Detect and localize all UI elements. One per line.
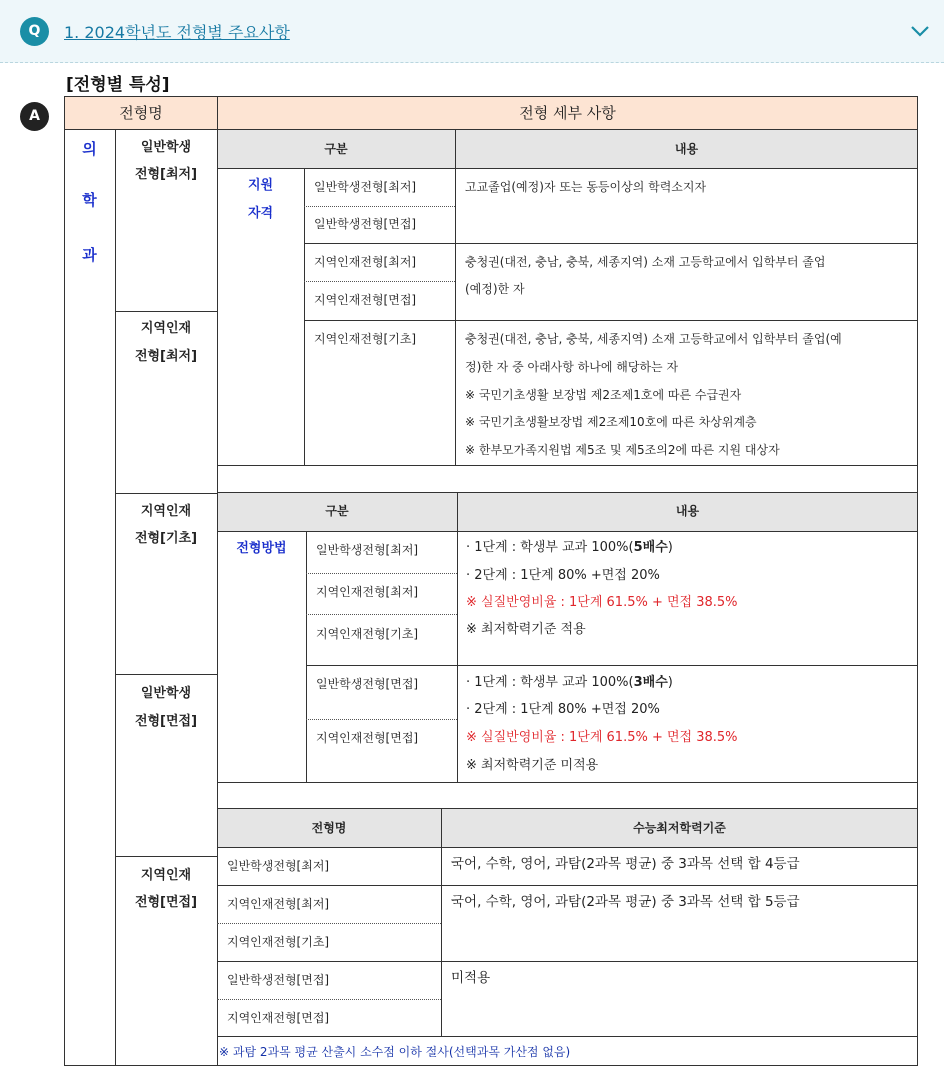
track-name: 지역인재: [140, 504, 192, 519]
row-label: 일반학생전형[최저]: [316, 543, 419, 557]
row-content: 충청권(대전, 충남, 충북, 세종지역) 소재 고등학교에서 입학부터 졸업(예: [465, 332, 842, 346]
track-name: 전형[최저]: [134, 349, 198, 364]
row-content: ※ 국민기초생활보장법 제2조제10호에 따른 차상위계층: [465, 415, 757, 429]
table-header: 구분: [325, 504, 349, 518]
method-ratio: ※ 실질반영비율 : 1단계 61.5% + 면접 38.5%: [466, 730, 738, 745]
method-step: · 1단계 : 학생부 교과 100%(3배수): [466, 675, 673, 690]
category-label: 전형방법: [236, 541, 287, 556]
row-label: 지역인재전형[기초]: [316, 627, 419, 641]
row-label: 일반학생전형[최저]: [314, 180, 417, 194]
table-header: 수능최저학력기준: [633, 821, 726, 835]
row-content: 충청권(대전, 충남, 충북, 세종지역) 소재 고등학교에서 입학부터 졸업: [465, 255, 826, 269]
row-content: 고교졸업(예정)자 또는 동등이상의 학력소지자: [465, 180, 707, 194]
question-title-link[interactable]: 1. 2024학년도 전형별 주요사항: [64, 23, 290, 42]
row-content: (예정)한 자: [465, 282, 525, 296]
method-note: ※ 최저학력기준 미적용: [466, 758, 599, 773]
row-content: ※ 한부모가족지원법 제5조 및 제5조의2에 따른 지원 대상자: [465, 443, 780, 457]
method-step: · 1단계 : 학생부 교과 100%(5배수): [466, 540, 673, 555]
right-col-header-text: 전형 세부 사항: [519, 104, 616, 122]
row-label: 일반학생전형[면접]: [316, 677, 419, 691]
track-name: 지역인재: [140, 321, 192, 336]
track-name: 전형[면접]: [134, 895, 198, 910]
question-badge: Q: [20, 17, 49, 46]
track-name: 전형[최저]: [134, 167, 198, 182]
csat-criteria: 국어, 수학, 영어, 과탐(2과목 평균) 중 3과목 선택 합 5등급: [451, 894, 800, 910]
row-label: 지역인재전형[최저]: [314, 255, 417, 269]
category-label: 자격: [247, 206, 274, 221]
row-label: 일반학생전형[면접]: [227, 973, 330, 987]
row-content: 정)한 자 중 아래사항 하나에 해당하는 자: [465, 360, 679, 374]
table-header: 전형명: [311, 821, 347, 835]
track-name: 전형[기초]: [134, 531, 198, 546]
csat-footnote: ※ 과탐 2과목 평균 산출시 소수점 이하 절사(선택과목 가산점 없음): [219, 1045, 571, 1059]
left-col-header-text: 전형명: [119, 104, 163, 122]
track-name: 일반학생: [140, 686, 192, 701]
row-content: ※ 국민기초생활 보장법 제2조제1호에 따른 수급권자: [465, 388, 742, 402]
track-name: 지역인재: [140, 868, 192, 883]
csat-criteria: 미적용: [451, 970, 491, 986]
track-name: 일반학생: [140, 140, 192, 155]
row-label: 일반학생전형[면접]: [314, 217, 417, 231]
method-ratio: ※ 실질반영비율 : 1단계 61.5% + 면접 38.5%: [466, 595, 738, 610]
row-label: 지역인재전형[최저]: [227, 897, 330, 911]
table-header: 내용: [674, 142, 699, 156]
answer-badge: A: [20, 102, 49, 131]
csat-criteria: 국어, 수학, 영어, 과탐(2과목 평균) 중 3과목 선택 합 4등급: [451, 856, 800, 872]
row-label: 지역인재전형[기초]: [314, 332, 417, 346]
method-step: · 2단계 : 1단계 80% +면접 20%: [466, 568, 660, 583]
row-label: 지역인재전형[면접]: [314, 293, 417, 307]
chevron-down-icon[interactable]: [909, 20, 931, 42]
method-step: · 2단계 : 1단계 80% +면접 20%: [466, 702, 660, 717]
row-label: 지역인재전형[면접]: [227, 1011, 330, 1025]
track-name: 전형[면접]: [134, 714, 198, 729]
method-note: ※ 최저학력기준 적용: [466, 622, 586, 637]
row-label: 지역인재전형[최저]: [316, 585, 419, 599]
row-label: 지역인재전형[면접]: [316, 731, 419, 745]
category-label: 지원: [247, 178, 274, 193]
dept-char: 과: [82, 246, 97, 264]
faq-question-header[interactable]: [0, 0, 944, 63]
section-title: [전형별 특성]: [66, 75, 170, 95]
table-header: 구분: [324, 142, 348, 156]
row-label: 지역인재전형[기초]: [227, 935, 330, 949]
row-label: 일반학생전형[최저]: [227, 859, 330, 873]
dept-char: 학: [82, 191, 97, 209]
dept-char: 의: [82, 140, 97, 158]
table-header: 내용: [675, 504, 700, 518]
